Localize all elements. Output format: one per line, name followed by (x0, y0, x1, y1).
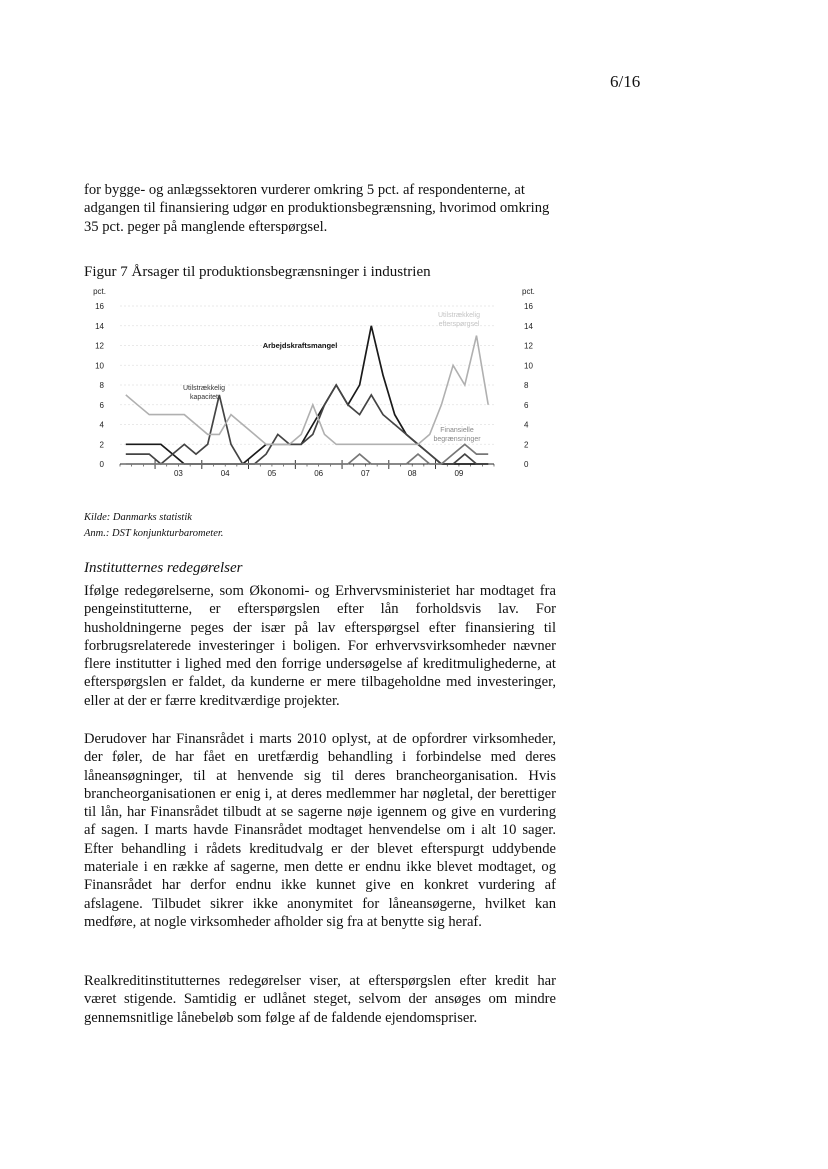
x-tick-label: 03 (173, 469, 183, 478)
series-label-3: Utilstrækkelig (437, 312, 481, 319)
y-axis-label-left: pct. (93, 287, 106, 296)
y-tick-label-left: 16 (95, 302, 104, 311)
y-tick-label-right: 0 (524, 460, 529, 469)
y-axis-label-right: pct. (522, 287, 535, 296)
series-label-4: begrænsninger (433, 436, 481, 443)
series-label-2: Utilstrækkelig (182, 385, 226, 392)
chart-source-note: Kilde: Danmarks statistik (84, 512, 192, 523)
y-tick-label-left: 4 (99, 420, 104, 430)
y-tick-label-right: 2 (524, 440, 529, 450)
y-tick-label-left: 12 (95, 341, 104, 351)
x-tick-label: 09 (454, 469, 464, 478)
paragraph-3: Realkreditinstitutternes redegørelser viser, at efterspørgslen efter kredit har været stigende. Samtidig er udlånet steget, selvom der ansøges om mindre gennemsnitlige lånebeløb som følge af de faldende ejendomspriser. (84, 973, 556, 1026)
y-tick-label-right: 12 (524, 341, 533, 351)
chart-annotation-note: Anm.: DST konjunkturbarometer. (84, 528, 224, 539)
x-tick-label: 04 (220, 469, 230, 478)
series-label-4: Finansielle (440, 427, 474, 434)
figure-title: Figur 7 Årsager til produktionsbegrænsninger i industrien (84, 264, 431, 280)
section-heading: Institutternes redegørelser (84, 560, 243, 576)
intro-paragraph: for bygge- og anlægssektoren vurderer omkring 5 pct. af respondenterne, at adgangen til finansiering udgør en produktionsbegrænsning, hvorimod omkring 35 pct. peger på manglende efterspørgsel. (84, 182, 550, 235)
y-tick-label-right: 6 (524, 400, 529, 410)
y-tick-label-right: 10 (524, 361, 533, 371)
x-tick-label: 06 (314, 469, 324, 478)
figure-chart (84, 284, 554, 484)
y-tick-label-left: 10 (95, 361, 104, 371)
y-tick-label-left: 2 (99, 440, 104, 450)
y-tick-label-left: 0 (99, 460, 104, 469)
y-tick-label-left: 14 (95, 321, 104, 331)
y-tick-label-left: 6 (99, 400, 104, 410)
y-tick-label-right: 4 (524, 420, 529, 430)
series-label-3: efterspørgsel (438, 321, 480, 328)
paragraph-1: Ifølge redegørelserne, som Økonomi- og Erhvervsministeriet har modtaget fra pengeinstitutterne, er efterspørgslen efter lån forholdsvis lav. For husholdningerne peges der især på lav efterspørgsel efter finansiering til forbrugsrelaterede investeringer i boligen. For erhvervsvirksomheder nævner flere institutter i lighed med den forrige undersøgelse af kreditmulighederne, at efterspørgslen er faldet, da kunderne er mere tilbageholdne med investeringer, eller at der er færre kreditværdige projekter. (84, 583, 556, 709)
y-tick-label-left: 8 (99, 381, 104, 390)
y-tick-label-right: 16 (524, 302, 533, 311)
x-tick-label: 05 (267, 469, 277, 478)
page-number: 6/16 (610, 72, 641, 91)
series-label-1: Arbejdskraftsmangel (262, 341, 338, 350)
x-tick-label: 07 (360, 469, 370, 478)
y-tick-label-right: 14 (524, 321, 533, 331)
y-tick-label-right: 8 (524, 381, 529, 390)
series-label-2: kapacitet (189, 394, 219, 401)
paragraph-2: Derudover har Finansrådet i marts 2010 oplyst, at de opfordrer virksomheder, der føler, de har fået en uretfærdig behandling i forbindelse med deres låneansøgninger, til at henvende sig til deres brancheorganisation. Hvis brancheorganisationen er enig i, at deres medlemmer har nøgletal, der berettiger til lån, har Finansrådet tilbudt at se sagerne nøje igennem og give en vurdering af sagen. I marts havde Finansrådet modtaget henvendelse om i alt 10 sager. Efter behandling i rådets kreditudvalg er der blevet efterspurgt uddybende materiale i en række af sagerne, men dette er endnu ikke blevet modtaget, og Finansrådet har derfor endnu ikke kunnet give en konkret vurdering af afslagene. Tilbudet sikrer ikke anonymitet for låneansøgerne, hvilket kan medføre, at nogle virksomheder afholder sig fra at benytte sig heraf. (84, 731, 556, 930)
x-tick-label: 08 (407, 469, 417, 478)
series-line-3 (126, 336, 488, 445)
